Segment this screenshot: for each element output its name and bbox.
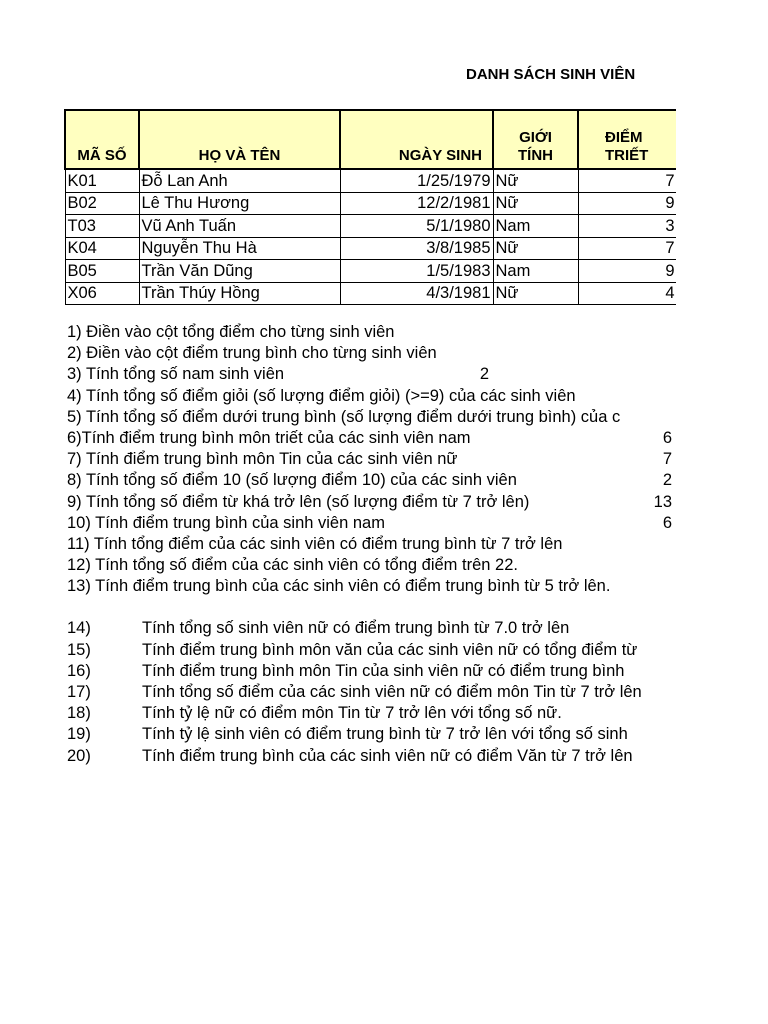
question-number[interactable]: 15): [67, 640, 91, 659]
question-line: [67, 576, 675, 597]
table-row: [65, 169, 676, 192]
question-line: [67, 682, 675, 703]
header-ho-va-ten[interactable]: HỌ VÀ TÊN: [139, 110, 340, 169]
cell-ngay-sinh[interactable]: 1/25/1979: [340, 169, 493, 192]
question-line: [67, 534, 675, 555]
question-line: [67, 470, 675, 491]
cell-ma-so[interactable]: X06: [65, 282, 139, 305]
question-value[interactable]: 6: [662, 428, 672, 447]
cell-ma-so[interactable]: K01: [65, 169, 139, 192]
question-line: [67, 428, 675, 449]
question-text[interactable]: Tính điểm trung bình môn Tin của sinh viên nữ có điểm trung bình: [142, 661, 625, 680]
question-text[interactable]: Tính điểm trung bình của các sinh viên nữ có điểm Văn từ 7 trở lên: [142, 746, 633, 765]
sheet-title: DANH SÁCH SINH VIÊN: [466, 66, 636, 83]
question-line: [67, 618, 675, 639]
table-row: [65, 237, 676, 260]
header-row: [65, 110, 676, 169]
question-text[interactable]: 10) Tính điểm trung bình của sinh viên nam: [67, 513, 385, 532]
cell-ho-va-ten[interactable]: Vũ Anh Tuấn: [139, 215, 340, 238]
question-line: [67, 555, 675, 576]
question-line: [67, 322, 675, 343]
question-line: [67, 407, 675, 428]
question-text[interactable]: 6)Tính điểm trung bình môn triết của các sinh viên nam: [67, 428, 471, 447]
question-value[interactable]: 2: [479, 365, 489, 384]
cell-diem-triet[interactable]: 4: [578, 282, 676, 305]
blank-row: [67, 597, 675, 618]
question-text[interactable]: Tính điểm trung bình môn văn của các sinh viên nữ có tổng điểm từ: [142, 640, 638, 659]
question-text[interactable]: 8) Tính tổng số điểm 10 (số lượng điểm 10) của các sinh viên: [67, 471, 517, 490]
question-number[interactable]: 17): [67, 683, 91, 701]
question-text[interactable]: 5) Tính tổng số điểm dưới trung bình (số lượng điểm dưới trung bình) của c: [67, 407, 621, 426]
cell-gioi-tinh[interactable]: Nam: [493, 215, 578, 238]
cell-ho-va-ten[interactable]: Trần Thúy Hồng: [139, 282, 340, 305]
question-text[interactable]: 2) Điền vào cột điểm trung bình cho từng sinh viên: [67, 344, 437, 363]
cell-ma-so[interactable]: B05: [65, 260, 139, 283]
question-text[interactable]: Tính tổng số điểm của các sinh viên nữ có điểm môn Tin từ 7 trở lên: [142, 683, 642, 701]
cell-ho-va-ten[interactable]: Nguyễn Thu Hà: [139, 237, 340, 260]
cell-ngay-sinh[interactable]: 5/1/1980: [340, 215, 493, 238]
cell-ma-so[interactable]: K04: [65, 237, 139, 260]
cell-ho-va-ten[interactable]: Lê Thu Hương: [139, 192, 340, 215]
question-value[interactable]: 13: [653, 492, 672, 511]
header-ma-so[interactable]: MÃ SỐ: [65, 110, 139, 169]
question-text[interactable]: Tính tỷ lệ sinh viên có điểm trung bình từ 7 trở lên với tổng số sinh: [142, 725, 628, 744]
cell-gioi-tinh[interactable]: Nữ: [493, 237, 578, 260]
question-text[interactable]: 7) Tính điểm trung bình môn Tin của các sinh viên nữ: [67, 450, 458, 469]
cell-ngay-sinh[interactable]: 1/5/1983: [340, 260, 493, 283]
question-line: [67, 492, 675, 513]
question-line: [67, 746, 675, 767]
cell-gioi-tinh[interactable]: Nữ: [493, 169, 578, 192]
cell-ho-va-ten[interactable]: Đỗ Lan Anh: [139, 169, 340, 192]
question-number[interactable]: 19): [67, 725, 91, 744]
cell-diem-triet[interactable]: 7: [578, 237, 676, 260]
cell-gioi-tinh[interactable]: Nữ: [493, 282, 578, 305]
question-number[interactable]: 16): [67, 661, 91, 680]
cell-ma-so[interactable]: T03: [65, 215, 139, 238]
cell-ho-va-ten[interactable]: Trần Văn Dũng: [139, 260, 340, 283]
question-text[interactable]: 3) Tính tổng số nam sinh viên: [67, 365, 285, 384]
cell-diem-triet[interactable]: 9: [578, 260, 676, 283]
header-gioi-tinh[interactable]: GIỚI TÍNH: [493, 110, 578, 169]
cell-diem-triet[interactable]: 9: [578, 192, 676, 215]
question-line: [67, 513, 675, 534]
question-line: [67, 364, 675, 385]
question-list: [67, 322, 675, 767]
cell-diem-triet[interactable]: 3: [578, 215, 676, 238]
student-table: [64, 109, 676, 305]
table-row: [65, 260, 676, 283]
question-text[interactable]: 1) Điền vào cột tổng điểm cho từng sinh viên: [67, 323, 395, 341]
question-text[interactable]: 11) Tính tổng điểm của các sinh viên có điểm trung bình từ 7 trở lên: [67, 534, 563, 553]
question-line: [67, 661, 675, 682]
question-line: [67, 343, 675, 364]
question-value[interactable]: 6: [662, 513, 672, 532]
header-ngay-sinh[interactable]: NGÀY SINH: [340, 110, 493, 169]
question-text[interactable]: 4) Tính tổng số điểm giỏi (số lượng điểm giỏi) (>=9) của các sinh viên: [67, 386, 576, 405]
question-text[interactable]: Tính tổng số sinh viên nữ có điểm trung bình từ 7.0 trở lên: [142, 619, 570, 638]
question-line: [67, 640, 675, 661]
cell-ngay-sinh[interactable]: 3/8/1985: [340, 237, 493, 260]
cell-gioi-tinh[interactable]: Nam: [493, 260, 578, 283]
question-value[interactable]: 2: [662, 471, 672, 490]
student-table-region: [64, 109, 676, 305]
table-row: [65, 282, 676, 305]
question-text[interactable]: 9) Tính tổng số điểm từ khá trở lên (số lượng điểm từ 7 trở lên): [67, 492, 530, 511]
question-text[interactable]: 12) Tính tổng số điểm của các sinh viên có tổng điểm trên 22.: [67, 556, 518, 575]
question-line: [67, 386, 675, 407]
question-line: [67, 703, 675, 724]
question-text[interactable]: 13) Tính điểm trung bình của các sinh viên có điểm trung bình từ 5 trở lên.: [67, 577, 611, 596]
header-diem-triet[interactable]: ĐIỂM TRIẾT: [578, 110, 676, 169]
question-value[interactable]: 7: [662, 450, 672, 469]
question-line: [67, 449, 675, 470]
question-line: [67, 724, 675, 745]
question-text[interactable]: Tính tỷ lệ nữ có điểm môn Tin từ 7 trở lên với tổng số nữ.: [142, 704, 562, 723]
cell-gioi-tinh[interactable]: Nữ: [493, 192, 578, 215]
question-number[interactable]: 14): [67, 619, 91, 638]
cell-ma-so[interactable]: B02: [65, 192, 139, 215]
question-number[interactable]: 18): [67, 704, 91, 723]
table-row: [65, 215, 676, 238]
table-row: [65, 192, 676, 215]
cell-ngay-sinh[interactable]: 4/3/1981: [340, 282, 493, 305]
cell-ngay-sinh[interactable]: 12/2/1981: [340, 192, 493, 215]
question-number[interactable]: 20): [67, 746, 91, 765]
cell-diem-triet[interactable]: 7: [578, 169, 676, 192]
